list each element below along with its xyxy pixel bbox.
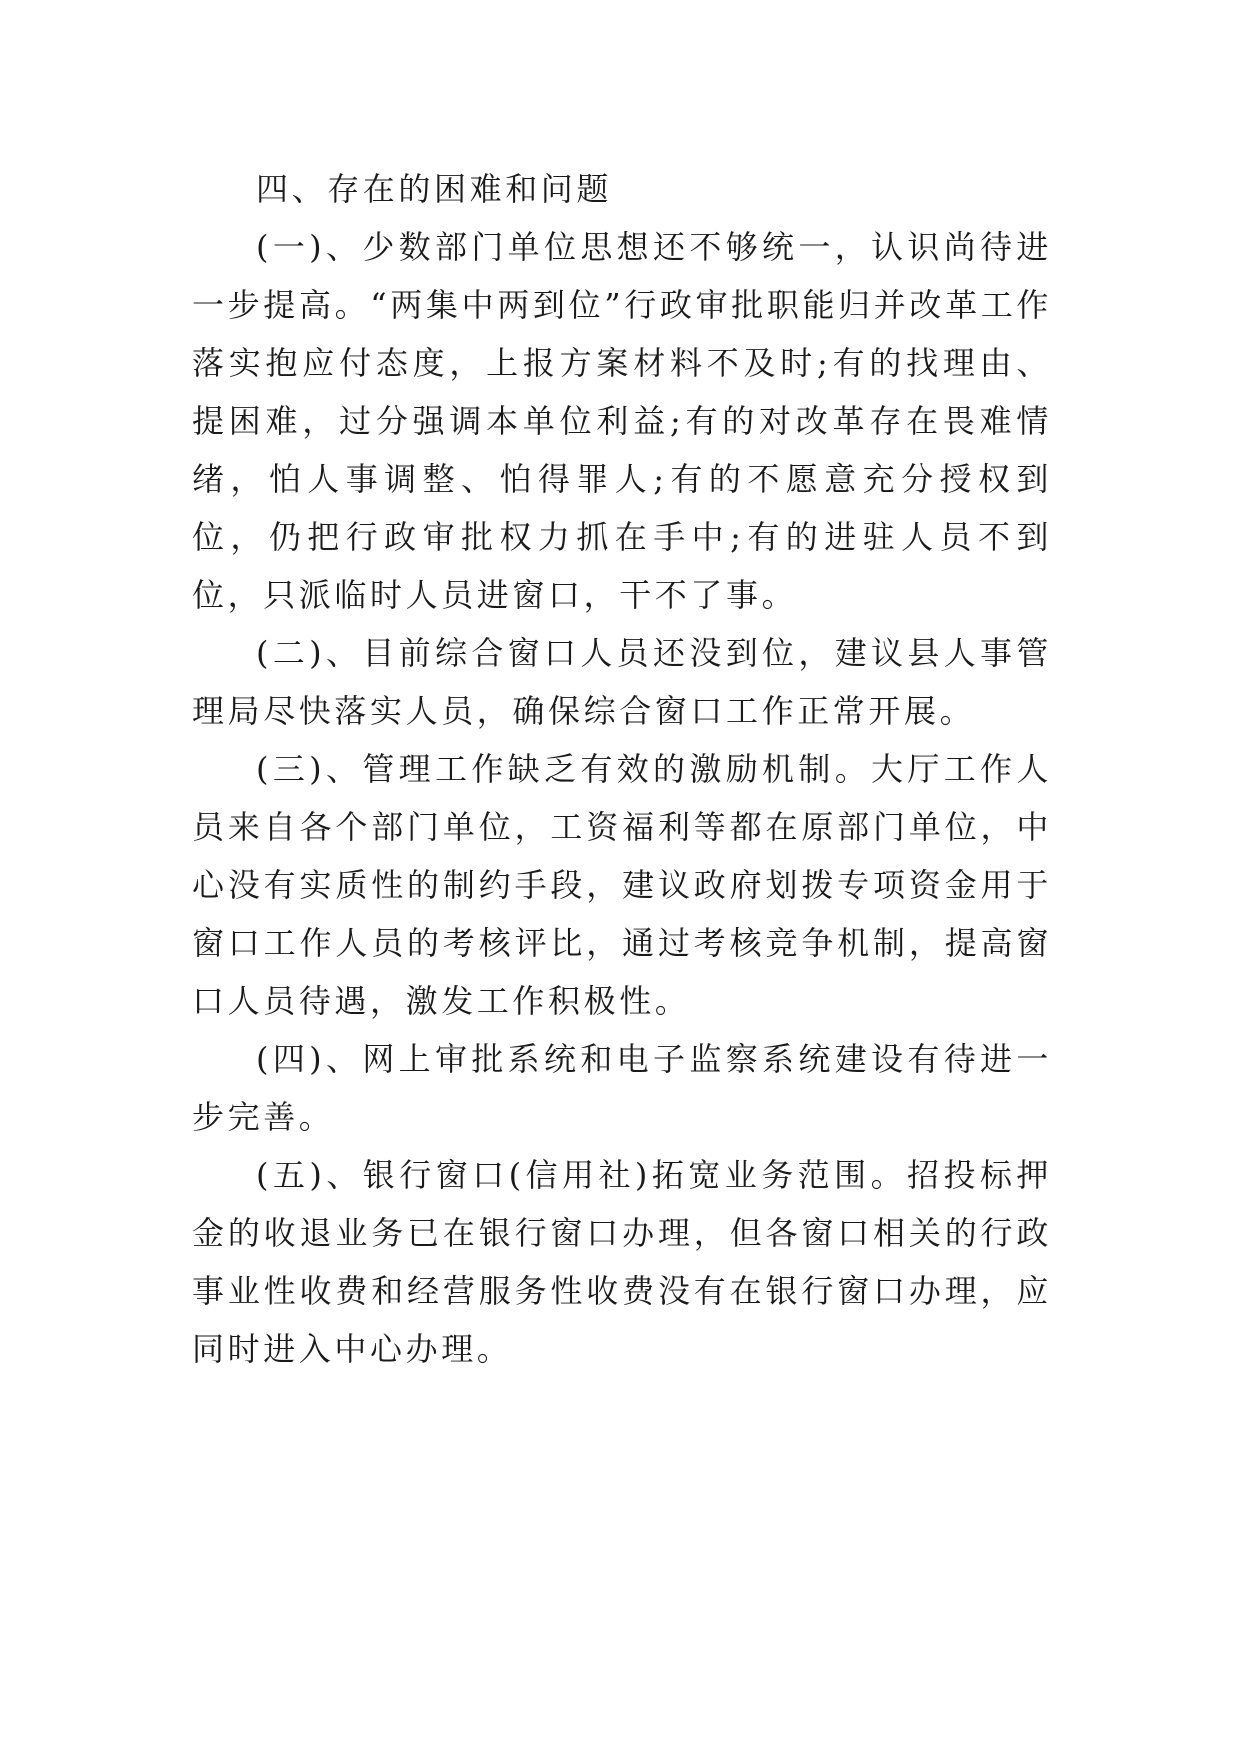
paragraph-3: (三)、管理工作缺乏有效的激励机制。大厅工作人员来自各个部门单位，工资福利等都在原部门单位，中心没有实质性的制约手段，建议政府划拨专项资金用于窗口工作人员的考核评比，通过考核竞争机制，提高窗口人员待遇，激发工作积极性。	[192, 750, 1052, 1020]
paragraph-2: (二)、目前综合窗口人员还没到位，建议县人事管理局尽快落实人员，确保综合窗口工作正常开展。	[192, 634, 1052, 730]
paragraph-4: (四)、网上审批系统和电子监察系统建设有待进一步完善。	[192, 1040, 1052, 1136]
paragraph-5: (五)、银行窗口(信用社)拓宽业务范围。招投标押金的收退业务已在银行窗口办理，但各窗口相关的行政事业性收费和经营服务性收费没有在银行窗口办理，应同时进入中心办理。	[192, 1156, 1052, 1368]
document-body	[192, 160, 1052, 1378]
section-heading: 四、存在的困难和问题	[256, 170, 613, 208]
paragraph-1: (一)、少数部门单位思想还不够统一，认识尚待进一步提高。“两集中两到位”行政审批职能归并改革工作落实抱应付态度，上报方案材料不及时;有的找理由、提困难，过分强调本单位利益;有的对改革存在畏难情绪，怕人事调整、怕得罪人;有的不愿意充分授权到位，仍把行政审批权力抓在手中;有的进驻人员不到位，只派临时人员进窗口，干不了事。	[192, 228, 1052, 614]
